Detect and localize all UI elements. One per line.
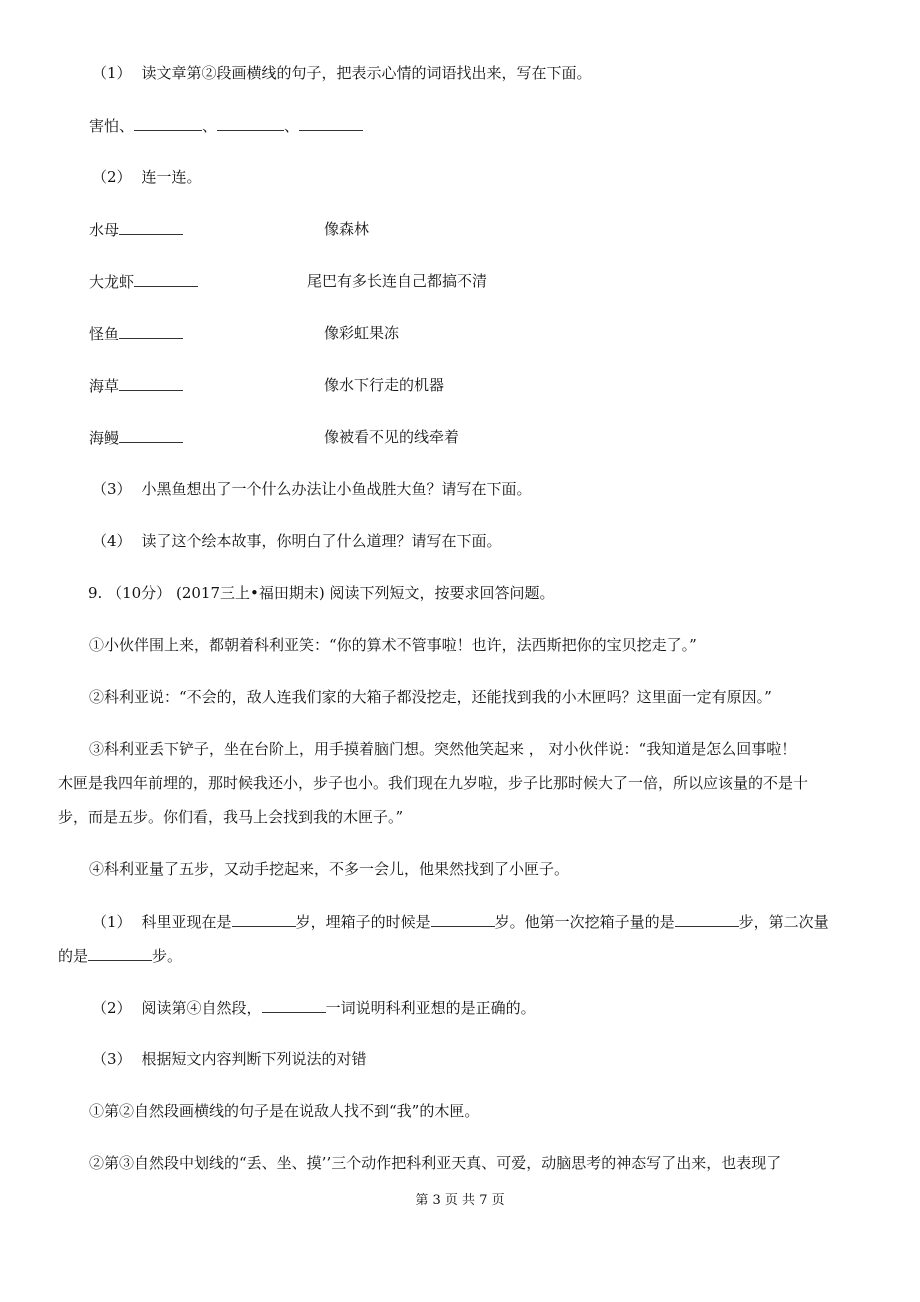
passage-paragraph-1: ①小伙伴围上来，都朝着科利亚笑：“你的算术不管事啦！也许，法西斯把你的宝贝挖走了。”	[89, 636, 697, 654]
q8-4-text: 读了这个绘本故事，你明白了什么道理？请写在下面。	[141, 532, 502, 550]
q8-4-number: （4）	[92, 532, 132, 550]
answer-blank[interactable]	[299, 114, 363, 131]
match-blank[interactable]	[119, 322, 183, 339]
judgement-item-2: ②第③自然段中划线的“丢、坐、摸’’三个动作把科利亚天真、可爱，动脑思考的神态写了出来，也表现了	[89, 1154, 782, 1172]
q9-1-number: （1）	[92, 913, 132, 931]
q8-3-text: 小黑鱼想出了一个什么办法让小鱼战胜大鱼？请写在下面。	[141, 480, 532, 498]
q9-1-line-cont	[58, 944, 182, 967]
q9-3-line	[92, 1048, 367, 1070]
q9-score: （10分）	[107, 584, 172, 602]
q9-1-text: 步。	[152, 947, 183, 965]
q8-2-number: （2）	[92, 168, 132, 186]
match-left-label: 大龙虾	[89, 273, 135, 291]
match-right-item: 尾巴有多长连自己都搞不清	[307, 272, 488, 290]
answer-blank[interactable]	[217, 114, 284, 131]
passage-paragraph-3-cont: 步，而是五步。你们看，我马上会找到我的木匣子。”	[58, 808, 404, 826]
q9-2-line	[92, 996, 536, 1019]
q9-3-number: （3）	[92, 1050, 132, 1068]
match-left-label: 海草	[89, 377, 120, 395]
q9-2-number: （2）	[92, 999, 132, 1017]
separator: 、	[284, 117, 300, 135]
passage-paragraph-3-cont: 木匣是我四年前埋的，那时候我还小，步子也小。我们现在九岁啦，步子比那时候大了一倍，所以应该量的不是十	[58, 774, 809, 792]
q9-1-text: 岁。他第一次挖箱子量的是	[494, 913, 675, 931]
q8-1-line	[92, 62, 592, 84]
separator: 、	[202, 117, 218, 135]
match-right-item: 像彩虹果冻	[324, 324, 400, 342]
page-footer: 第 3 页 共 7 页	[415, 1193, 505, 1208]
q8-3-line	[92, 478, 532, 500]
q9-1-line	[92, 910, 829, 933]
match-left-item	[89, 322, 183, 345]
q8-4-line	[92, 530, 502, 552]
passage-paragraph-2: ②科利亚说：“不会的，敌人连我们家的大箱子都没挖走，还能找到我的小木匣吗？这里面一定有原因。”	[89, 688, 772, 706]
match-left-item	[89, 374, 183, 397]
q9-3-text: 根据短文内容判断下列说法的对错	[141, 1050, 367, 1068]
match-left-label: 怪鱼	[89, 325, 120, 343]
match-left-item	[89, 426, 183, 449]
q9-2-text: 阅读第④自然段，	[141, 999, 262, 1017]
match-left-label: 海鳗	[89, 429, 120, 447]
q9-number: 9.	[88, 584, 103, 602]
q9-1-text: 科里亚现在是	[141, 913, 232, 931]
match-blank[interactable]	[134, 270, 198, 287]
match-left-item	[89, 270, 198, 293]
q8-1-text: 读文章第②段画横线的句子，把表示心情的词语找出来，写在下面。	[141, 64, 592, 82]
judgement-item-1: ①第②自然段画横线的句子是在说敌人找不到“我”的木匣。	[89, 1102, 480, 1120]
passage-paragraph-4: ④科利亚量了五步，又动手挖起来，不多一会儿，他果然找到了小匣子。	[89, 860, 570, 878]
q8-2-line	[92, 166, 202, 188]
q8-1-number: （1）	[92, 64, 132, 82]
q9-text: 阅读下列短文，按要求回答问题。	[329, 584, 555, 602]
q9-1-text: 的是	[58, 947, 89, 965]
q9-source: (2017三上•福田期末)	[175, 584, 325, 602]
q8-fear-line	[89, 114, 363, 137]
fear-word: 害怕、	[89, 117, 135, 135]
match-left-item	[89, 218, 183, 241]
passage-paragraph-3: ③科利亚丢下铲子，坐在台阶上，用手摸着脑门想。突然他笑起来 ， 对小伙伴说：“我知道是怎么回事啦！	[89, 740, 797, 758]
answer-blank[interactable]	[262, 996, 326, 1013]
match-right-item: 像水下行走的机器	[324, 376, 445, 394]
answer-blank[interactable]	[88, 944, 152, 961]
q8-3-number: （3）	[92, 480, 132, 498]
q9-1-text: 步，第二次量	[738, 913, 829, 931]
match-right-item: 像被看不见的线牵着	[324, 428, 460, 446]
match-blank[interactable]	[119, 426, 183, 443]
match-left-label: 水母	[89, 221, 120, 239]
match-right-item: 像森林	[324, 220, 370, 238]
q9-1-text: 岁，埋箱子的时候是	[295, 913, 431, 931]
match-blank[interactable]	[119, 218, 183, 235]
answer-blank[interactable]	[134, 114, 202, 131]
answer-blank[interactable]	[232, 910, 296, 927]
q8-2-text: 连一连。	[141, 168, 202, 186]
answer-blank[interactable]	[431, 910, 495, 927]
match-blank[interactable]	[119, 374, 183, 391]
answer-blank[interactable]	[675, 910, 739, 927]
q9-heading	[88, 582, 555, 604]
q9-2-text: 一词说明科利亚想的是正确的。	[325, 999, 536, 1017]
